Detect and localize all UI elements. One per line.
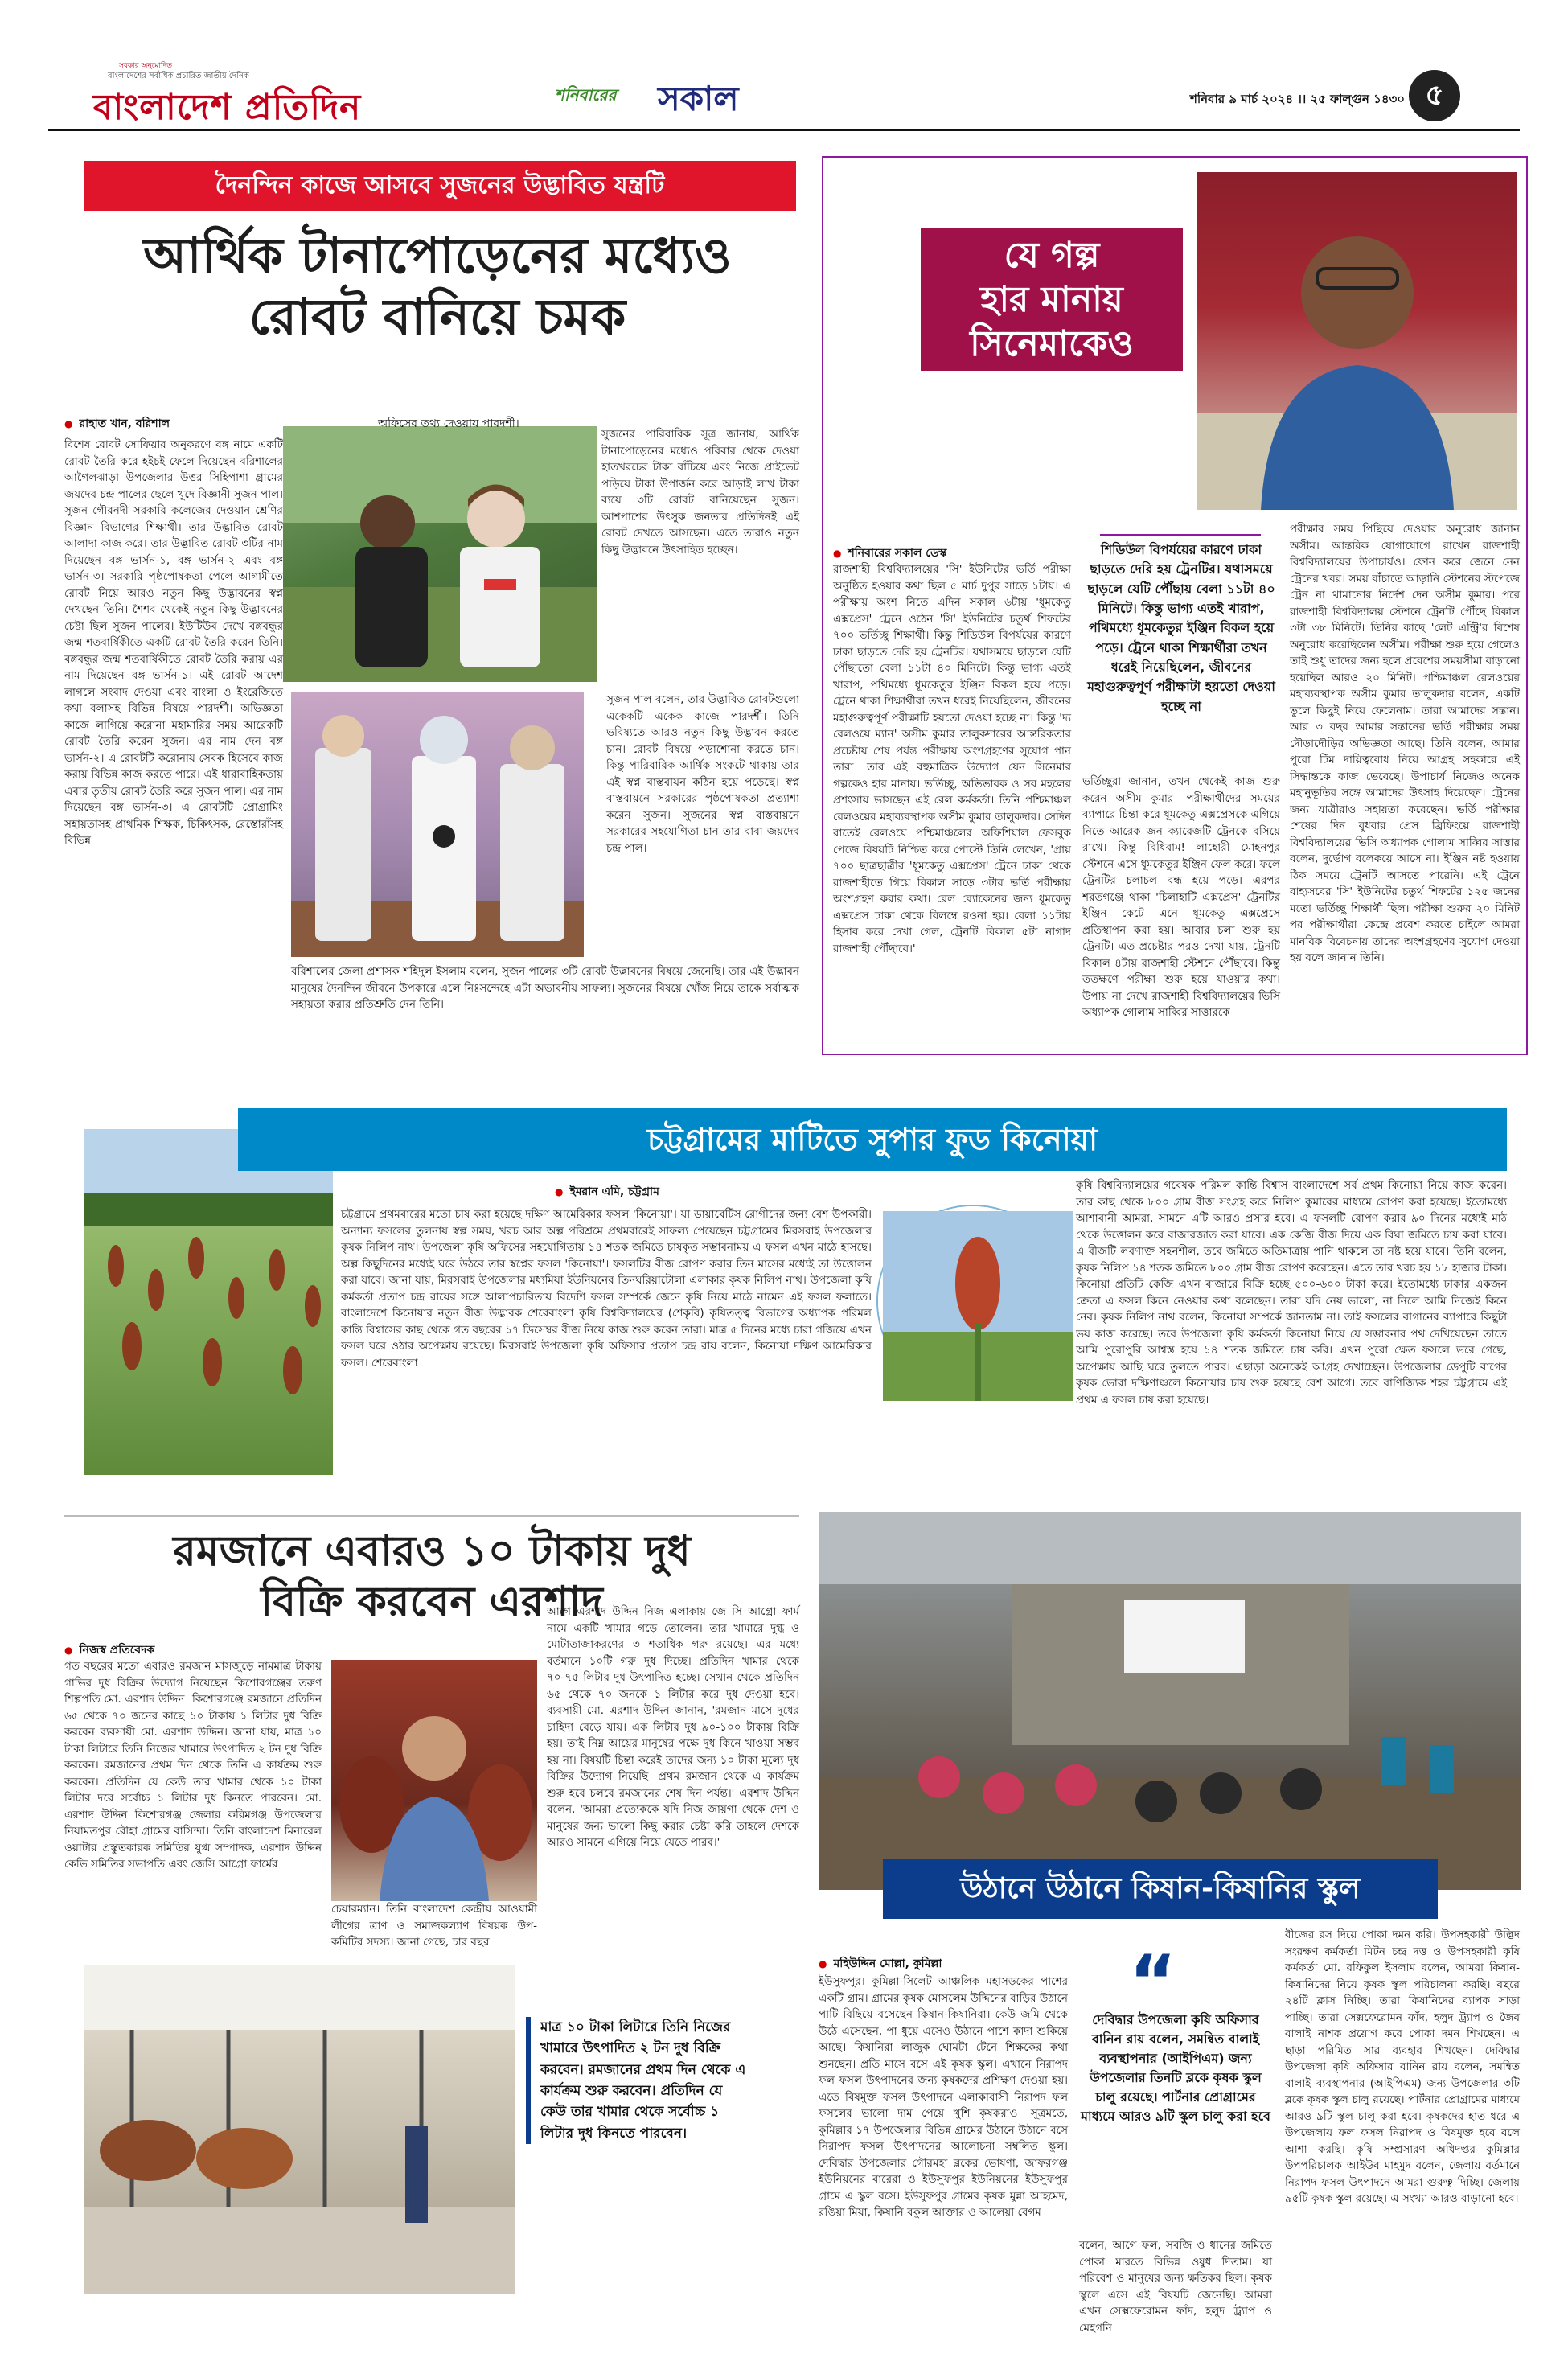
cinema-pullquote: শিডিউল বিপর্যয়ের কারণে ঢাকা ছাড়তে দেরি হয় ট্রেনটির। যথাসময়ে ছাড়লে যেটি পৌঁছায় বেলা ১১টা ৪০ মিনিটে। কিন্তু ভাগ্য এতই খারাপ, পথিমধ্যে ধূমকেতুর ইঞ্জিন বিকল হয়ে পড়ে। ট্রেনে থাকা শিক্ষার্থীরা তখন ধরেই নিয়েছিলেন, জীবনের মহাগুরুত্বপূর্ণ পরীক্ষাটা হয়তো দেওয়া হচ্ছে না — [1087, 542, 1275, 714]
issue-date: শনিবার ৯ মার্চ ২০২৪ ।। ২৫ ফাল্গুন ১৪৩০ — [1190, 92, 1406, 106]
milk-body-right: আগে এরশাদ উদ্দিন নিজ এলাকায় জে সি আগ্রো ফার্ম নামে একটি খামার গড়ে তোলেন। তার খামারে দুগ্ধ ও মোটাতাজাকরণের ৩ শতাধিক গরু রয়েছে। এর মধ্যে বর্তমানে ১০টি গরু দুধ দিচ্ছে। প্রতিদিন খামার থেকে ৭০-৭৫ লিটার দুধ উৎপাদিত হচ্ছে। সেখান থেকে প্রতিদিন ৬৫ থেকে ৭০ জনকে ১ লিটার করে দুধ দেওয়া হবে। ব্যবসায়ী মো. এরশাদ উদ্দিন জানান, 'রমজান মাসে দুধের চাহিদা বেড়ে যায়। এক লিটার দুধ ৯০-১০০ টাকায় বিক্রি হয়। তাই নিম্ন আয়ের মানুষের পক্ষে দুধ কিনে খাওয়া সম্ভব হয় না। বিষয়টি চিন্তা করেই তাদের জন্য ১০ টাকা মূল্যে দুধ বিক্রির উদ্যোগ নিয়েছি। প্রথম রমজান থেকে এ কার্যক্রম শুরু হবে চলবে রমজানের শেষ দিন পর্যন্ত।' এরশাদ উদ্দিন বলেন, 'আমরা প্রত্যেককে যদি নিজ জায়গা থেকে দেশ ও মানুষের জন্য ভালো কিছু করার চেষ্টা করি তাহলে দেশকে আরও সামনে এগিয়ে নিয়ে যেতে পারব।' — [547, 1605, 799, 1850]
cattle-farm-photo — [84, 1965, 515, 2294]
milk-headline-line1: রমজানে এবারও ১০ টাকায় দুধ — [173, 1527, 691, 1575]
milk-body-mid: চেয়ারম্যান। তিনি বাংলাদেশ কেন্দ্রীয় আওয়ামী লীগের ত্রাণ ও সমাজকল্যাণ বিষয়ক উপ-কমিটির সদস্য। জানা গেছে, চার বছর — [331, 1903, 537, 1949]
supplement-logo-prefix: শনিবারের — [555, 85, 617, 105]
school-headline: উঠানে উঠানে কিষান-কিষানির স্কুল — [883, 1859, 1438, 1919]
milk-body-left: গত বছরের মতো এবারও রমজান মাসজুড়ে নামমাত্র টাকায় গাভির দুধ বিক্রির উদ্যোগ নিয়েছেন কিশোরগঞ্জের তরুণ শিল্পপতি মো. এরশাদ উদ্দিন। কিশোরগঞ্জে রমজানে প্রতিদিন ৬৫ থেকে ৭০ জনের কাছে ১০ টাকায় ১ লিটার দুধ বিক্রি করবেন ব্যবসায়ী মো. এরশাদ উদ্দিন। জানা যায়, মাত্র ১০ টাকা লিটারে তিনি নিজের খামারে উৎপাদিত ২ টন দুধ বিক্রি করবেন। রমজানের প্রথম দিন থেকে তিনি এ কার্যক্রম শুরু করবেন। প্রতিদিন যে কেউ তার খামার থেকে ১০ টাকা লিটার দরে সর্বোচ্চ ১ লিটার দুধ কিনতে পারবেন। মো. এরশাদ উদ্দিন কিশোরগঞ্জ জেলার করিমগঞ্জ উপজেলার নিয়ামতপুর রৌহা গ্রামের বাসিন্দা। তিনি বাংলাদেশ মিনারেল ওয়াটার প্রস্তুতকারক সমিতির যুগ্ম সম্পাদক, এরশাদ উদ্দিন কেভি সমিতির সভাপতি এবং জেসি আগ্রো ফার্মের — [64, 1660, 322, 1871]
supplement-logo-text: সকাল — [658, 79, 739, 118]
cinema-body-col2: ভর্তিচ্ছুরা জানান, তখন থেকেই কাজ শুরু করেন অসীম কুমার। পরীক্ষার্থীদের সময়ের ব্যাপারে চিন্তা করে ধূমকেতু এক্সপ্রেসকে এগিয়ে নিতে আরেক জন ক্যারেজটি ট্রেনকে বসিয়ে রাখে। কিন্তু বিধিবাম! লাহোরী মোহনপুর স্টেশনে এসে ধূমকেতুর ইঞ্জিন ফেল করে। ফলে ট্রেনটির চলাচল বন্ধ হয়ে পড়ে। এরপর শরতগঞ্জে থাকা 'চিলাহাটি এক্সপ্রেস' ট্রেনটির ইঞ্জিন কেটে এনে ধূমকেতু এক্সপ্রেসে প্রতিস্থাপন করা হয়। আবার চলা শুরু হয় ট্রেনটি। এত প্রচেষ্টার পরও দেখা যায়, ট্রেনটি বিকাল ৪টায় রাজশাহী স্টেশনে পৌঁছাবে। কিন্তু ততক্ষণে পরীক্ষা শুরু হয়ে যাওয়ার কথা। উপায় না দেখে রাজশাহী বিশ্ববিদ্যালয়ের ভিসি অধ্যাপক গোলাম সাব্বির সাত্তারকে — [1082, 775, 1280, 1020]
cinema-headline — [921, 228, 1183, 371]
robot-byline: ● রাহাত খান, বরিশাল — [64, 414, 170, 433]
school-body-mid: বলেন, আগে ফল, সবজি ও ধানের জমিতে পোকা মারতে বিভিন্ন ওষুধ দিতাম। যা পরিবেশ ও মানুষের জন্য ক্ষতিকর ছিল। কৃষক স্কুলে এসে এই বিষয়টি জেনেছি। আমরা এখন সেক্সফেরোমন ফাঁদ, হলুদ ট্র্যাপ ও মেহগনি — [1079, 2239, 1272, 2335]
quinoa-body-right: কৃষি বিশ্ববিদ্যালয়ের গবেষক পরিমল কান্তি বিশ্বাস বাংলাদেশে সর্ব প্রথম কিনোয়া নিয়ে কাজ করেন। তার কাছ থেকে ৮০০ গ্রাম বীজ সংগ্রহ করে নিলিপ কুমারের মাধ্যমে রোপণ করা হয়েছে। ইতোমধ্যে আশাবানী আমরা, সামনে এটি আরও প্রসার হবে। এ ফসলটি রোপণ করার ৯০ দিনের মধ্যেই মাঠ থেকে উত্তোলন করে বাজারজাত করা যাবে। এক কেজি বীজ দিয়ে এক বিঘা জমিতে চাষ করা যাবে। এ বীজটি লবণাক্ত সহনশীল, তবে জমিতে অতিমাত্রায় পানি থাকলে তা নষ্ট হয়ে যাবে। তিনি বলেন, কৃষক নিলিপ ১৪ শতক জমিতে ৮০০ গ্রাম বীজ রোপণ করেছেন। এতে তার খরচ হয় ১৮ হাজার টাকা। কিনোয়া প্রতিটি কেজি এখন বাজারে বিক্রি হচ্ছে ৫০০-৬০০ টাকা করে। ইতোমধ্যে ঢাকার একজন ক্রেতা এ ফসল কিনে নেওয়ার কথা বলেছেন। তারা যদি নেয় ভালো, না নিলে আমি নিজেই কিনে নেব। কৃষক নিলিপ নাথ বলেন, কিনোয়া সম্পর্কে জানতাম না। তাই ফসলের বাগানের ব্যাপারে কিছুটা ভয় কাজ করেছে। তবে উপজেলা কৃষি কর্মকর্তা কিনোয়া নিয়ে যে সম্ভাবনার পথ দেখিয়েছেন তাতে আমি পুরোপুরি আশ্বস্ত হয়ে ১৪ শতক জমিতে চাষ করি। এখন পুরো ক্ষেত ফসলে ভরে গেছে, অপেক্ষায় আছি ঘরে তুলতে পারব। এছাড়া অনেকেই আগ্রহ দেখাচ্ছেন। উপজেলার ডেপুটি বাগের কৃষক ভোরা দক্ষিণাঞ্চলে কিনোয়ার চাষ শুরু হয়েছে বেশ আগে। তবে বাণিজ্যিক শহর চট্টগ্রামে এই প্রথম এ ফসল চাষ করা হয়েছে। — [1076, 1179, 1507, 1407]
cinema-byline: ● শনিবারের সকাল ডেস্ক — [833, 544, 946, 563]
quinoa-plant-photo — [878, 1206, 1068, 1396]
robot-photo-boy — [283, 426, 597, 682]
logo-tagline: বাংলাদেশের সর্বাধিক প্রচারিত জাতীয় দৈনিক — [108, 72, 249, 80]
robot-body-bottom: বরিশালের জেলা প্রশাসক শহিদুল ইসলাম বলেন, সুজন পালের ৩টি রোবট উদ্ভাবনের বিষয়ে জেনেছি। তার এই উদ্ভাবন মানুষের দৈনন্দিন জীবনে উপকারে এলে নিঃসন্দেহে এটা অভাবনীয় সাফল্য। সুজনের বিষয়ে খোঁজ নিয়ে তাকে সর্বাত্মক সহায়তা করার প্রতিশ্রুতি দেন তিনি। — [291, 965, 799, 1012]
logo-tagline-top: সরকার অনুমোদিত — [119, 62, 173, 70]
cinema-headline-line3: সিনেমাকেও — [970, 323, 1134, 364]
cinema-body-col3: পরীক্ষার সময় পিছিয়ে দেওয়ার অনুরোধ জানান অসীম। আন্তরিক যোগাযোগে রাখেন রাজশাহী বিশ্ববিদ্যালয়ের উপাচার্যও। ফোন করে জেনে নেন ট্রেনের খবর। সময় বাঁচাতে আড়ানি স্টেশনের স্টপেজে ট্রেন না থামানোর নির্দেশ দেন অসীম কুমার। পরে রাজশাহী বিশ্ববিদ্যালয় স্টেশনে ট্রেনটি পৌঁছে বিকাল ৩টা ৩৮ মিনিটে। তিনির কাছে 'লেট এন্ট্রি'র বিশেষ অনুরোধ করেছিলেন অসীম। পরীক্ষা শুরু হয়ে গেলেও তাই শুধু তাদের জন্য হলে প্রবেশের সময়সীমা বাড়ানো হয়েছিল আরও ২০ মিনিট। পশ্চিমাঞ্চল রেলওয়ের মহাব্যবস্থাপক অসীম কুমার তালুকদার বলেন, একটি ভুলে কিছুই নিয়ে ফেলেনাম। তারা আমাদের সন্তান। আর ৩ বছর আমার সন্তানের ভর্তি পরীক্ষার সময় দৌড়াদৌড়ির অভিজ্ঞতা আছে। তিনি বলেন, আমার পুরো টিম দায়িত্ববোধ নিয়ে আগ্রহ সহকারে এই সিদ্ধান্তকে কাজ ভেবেছে। উপাচার্য নিজেও অনেক মহানুভূতির সঙ্গে আমাদের উৎসাহ দিয়েছেন। ট্রেনের জন্য যাত্রীরাও সহায়তা করেছেন। ভর্তি পরীক্ষার শেষের দিন বুধবার প্রেস ব্রিফিংয়ে রাজশাহী বিশ্ববিদ্যালয়ের ভিসি অধ্যাপক গোলাম সাব্বির সাত্তার বলেন, দুর্ভোগ বলেকয়ে আসে না। ইঞ্জিন নষ্ট হওয়ায় ঠিক সময়ে ট্রেনটি আসতে পারেনি। এই ট্রেনে বাহ্যসবের 'সি' ইউনিটের চতুর্থ শিফটের ১২৫ জনের মতো ভর্তিচ্ছু শিক্ষার্থী ছিল। পরীক্ষা শুরুর ২০ মিনিট পর পরীক্ষার্থীরা কেন্দ্রে প্রবেশ করতে চাইলে আমরা মানবিক বিবেচনায় তাদের অংশগ্রহণের সুযোগ দেওয়া হয় বলে জানান তিনি। — [1290, 523, 1520, 965]
school-body-right: বীজের রস দিয়ে পোকা দমন করি। উপসহকারী উদ্ভিদ সংরক্ষণ কর্মকর্তা মিটন চন্দ্র দত্ত ও উপসহকারী কৃষি কর্মকর্তা মো. রফিকুল ইসলাম বলেন, আমরা কিষান-কিষানিদের নিয়ে কৃষক স্কুল পরিচালনা করছি। বছরে ২৪টি ক্লাস নিচ্ছি। তারা কিষানিদের ব্যাপক সাড়া পাচ্ছি। তারা সেক্সফেরোমন ফাঁদ, হলুদ ট্র্যাপ ও জৈব বালাই নাশক প্রয়োগ করে পোকা দমন শিখছেন। এ ছাড়া পরিমিত সার ব্যবহার শিখছেন। দেবিদ্বার উপজেলা কৃষি অফিসার বানিন রায় বলেন, সমন্বিত বালাই ব্যবস্থাপনার (আইপিএম) জন্য উপজেলার ৩টি ব্লকে কৃষক স্কুল চালু রয়েছে। পার্টনার প্রোগ্রামের মাধ্যমে আরও ৯টি স্কুল চালু করা হবে। কৃষকদের হাত ধরে এ উপজেলায় ফল ফসল নিরাপদ ও বিষমুক্ত হবে বলে আশা করছি। কৃষি সম্প্রসারণ অধিদপ্তর কুমিল্লার উপপরিচালক আইউব মাহমুদ বলেন, জেলায় বর্তমানে নিরাপদ ফসল উৎপাদনে আমরা গুরুত্ব দিচ্ছি। জেলায় ৯৫টি কৃষক স্কুল রয়েছে। এ সংখ্যা আরও বাড়ানো হবে। — [1285, 1928, 1520, 2206]
man-portrait-illustration — [1197, 172, 1517, 510]
newspaper-logo: বাংলাদেশ প্রতিদিন — [93, 87, 362, 128]
robot-body-left: বিশেষ রোবট সোফিয়ার অনুকরণে বঙ্গ নামে একটি রোবট তৈরি করে হইচই ফেলে দিয়েছেন বরিশালের আগৈলঝাড়া উপজেলার উত্তর সিহিপাশা গ্রামের জয়দেব চন্দ্র পালের ছেলে খুদে বিজ্ঞানী সুজন পাল। সুজন গৌরনদী সরকারি কলেজের দেওয়ান শ্রেণির বিজ্ঞান বিভাগের শিক্ষার্থী। তার উদ্ভাবিত রোবট আলাদা কাজ করে। তার উদ্ভাবিত রোবট ৩টির নাম দিয়েছেন বঙ্গ ভার্সন-১, বঙ্গ ভার্সন-২ এবং বঙ্গ ভার্সন-৩। সরকারি পৃষ্ঠপোষকতা পেলে আগামীতে রোবট নিয়ে আরও নতুন কিছু উদ্ভাবনের স্বপ্ন দেখছেন তিনি। শৈশব থেকেই নতুন কিছু উদ্ভাবনের চেষ্টা ছিল সুজন পালের। ইউটিউব দেখে বঙ্গবন্ধুর জন্ম শতবার্ষিকীতে একটি রোবট তৈরি করেন তিনি। বঙ্গবন্ধুর জন্ম শতবার্ষিকীতে রোবট তৈরি করায় এর নাম দিয়েছেন বঙ্গ ভার্সন-১। এই রোবট আদেশ লাগলে সংবাদ দেওয়া এবং বাংলা ও ইংরেজিতে কথা বলাসহ বিভিন্ন বিষয়ে পারদর্শী। অভিজ্ঞতা কাজে লাগিয়ে করোনা মহামারির সময় আরেকটি রোবট তৈরি করেন সুজন। এর নাম দেন বঙ্গ ভার্সন-২। এ রোবটটি করোনায় সেবক হিসেবে কাজ করায় বিভিন্ন কাজ করতে পারে। এই ধারাবাহিকতায় এবার তৃতীয় রোবট তৈরি করে সুজন পাল। এর নাম দিয়েছেন বঙ্গ ভার্সন-৩। এ রোবটটি প্রোগ্রামিং সহায়তাসহ প্রাথমিক শিক্ষক, চিকিৎসক, রেস্তোরাঁসহ বিভিন্ন — [64, 438, 283, 848]
milk-portrait-photo — [331, 1660, 537, 1901]
school-byline: ● মহিউদ্দিন মোল্লা, কুমিল্লা — [819, 1954, 942, 1974]
quinoa-headline: চট্টগ্রামের মাটিতে সুপার ফুড কিনোয়া — [238, 1108, 1507, 1171]
cinema-headline-line1: যে গল্প — [1004, 235, 1100, 276]
boy-robot-illustration — [283, 426, 597, 682]
quote-rule — [1100, 534, 1261, 536]
milk-pullquote: মাত্র ১০ টাকা লিটারে তিনি নিজের খামারে উৎপাদিত ২ টন দুধ বিক্রি করবেন। রমজানের প্রথম দিন থেকে এ কার্যক্রম শুরু করবেন। প্রতিদিন যে কেউ তার খামার থেকে সর্বোচ্চ ১ লিটার দুধ কিনতে পারবেন। — [526, 2017, 746, 2144]
cinema-portrait — [1197, 172, 1517, 510]
cattle-farm-illustration — [84, 1965, 515, 2294]
robots-lineup-illustration — [291, 692, 584, 957]
milk-headline-line2: বিক্রি করবেন এরশাদ — [261, 1578, 603, 1627]
quote-mark-icon: “ — [1129, 1940, 1177, 2024]
robot-kicker: দৈনন্দিন কাজে আসবে সুজনের উদ্ভাবিত যন্ত্রটি — [84, 161, 796, 211]
farmer-school-illustration — [819, 1512, 1521, 1890]
robot-headline-line1: আর্থিক টানাপোড়েনের মধ্যেও — [143, 226, 732, 285]
school-pullquote: দেবিদ্বার উপজেলা কৃষি অফিসার বানিন রায় বলেন, সমন্বিত বালাই ব্যবস্থাপনার (আইপিএম) জন্য উপজেলার তিনটি ব্লকে কৃষক স্কুল চালু রয়েছে। পার্টনার প্রোগ্রামের মাধ্যমে আরও ৯টি স্কুল চালু করা হবে — [1081, 2012, 1270, 2124]
quinoa-field-illustration — [84, 1129, 333, 1475]
milk-byline: ● নিজস্ব প্রতিবেদক — [64, 1641, 154, 1660]
quinoa-body-left: চট্টগ্রামে প্রথমবারের মতো চাষ করা হয়েছে দক্ষিণ আমেরিকার ফসল 'কিনোয়া'। যা ডায়াবেটিস রোগীদের জন্য বেশ উপকারী। অন্যান্য ফসলের তুলনায় স্বল্প সময়, খরচ আর অল্প পরিশ্রমে প্রথমবারেই সাফল্য পেয়েছেন চট্টগ্রামের মিরসরাই উপজেলার কৃষক নিলিপ নাথ। উপজেলা কৃষি অফিসের সহযোগিতায় ১৪ শতক জমিতে চাষকৃত সম্ভাবনাময় এ ফসল এখন মাঠে হাসছে। অল্প কিছুদিনের মধ্যেই ঘরে উঠবে তার স্বপ্নের ফসল 'কিনোয়া'। ফসলটির বীজ রোপণ করার তিন মাসের মধ্যেই তা উত্তোলন করা যাবে। জানা যায়, মিরসরাই উপজেলার মধ্যমিয়া ইউনিয়নের তিনঘরিয়াটোলা এলাকার কৃষক নিলিপ নাথ। উপজেলা কৃষি কর্মকর্তা প্রতাপ চন্দ্র রায়ের সঙ্গে আলাপচারিতায় বিদেশি ফসল সম্পর্কে জেনে কৃষি নিয়ে মাঠে নামেন এই ফসল ফলাতে। বাংলাদেশে কিনোয়ার নতুন বীজ উদ্ভাবক শেরেবাংলা কৃষি বিশ্ববিদ্যালয়ের (শেকৃবি) কৃষিতত্ত্ব বিভাগের অধ্যাপক পরিমল কান্তি বিশ্বাসের কাছ থেকে গত বছরের ১৭ ডিসেম্বর বীজ নিয়ে কাজ শুরু করেন তারা। মাত্র ৫ দিনের মধ্যে চারা গজিয়ে এখন ফসল ঘরে ওঠার অপেক্ষায় রয়েছে। মিরসরাই উপজেলা কৃষি অফিসার প্রতাপ চন্দ্র রায় বলেন, কিনোয়া দক্ষিণ আমেরিকার ফসল। শেরেবাংলা — [341, 1208, 872, 1370]
robot-headline — [68, 225, 807, 347]
page-number: ৫ — [1409, 70, 1460, 121]
robot-photo-caption: অফিসের তথ্য দেওয়ায় পারদর্শী। — [378, 417, 519, 430]
robot-headline-line2: রোবট বানিয়ে চমক — [248, 286, 626, 346]
quinoa-field-photo — [84, 1129, 333, 1475]
milk-top-rule — [64, 1515, 799, 1517]
farmer-portrait-illustration — [331, 1660, 537, 1901]
robot-body-right-top: সুজনের পারিবারিক সূত্র জানায়, আর্থিক টানাপোড়েনের মধ্যেও পরিবার থেকে দেওয়া হাতখরচের টাকা বাঁচিয়ে এবং নিজে প্রাইভেট পড়িয়ে টাকা উপার্জন করে আড়াই লাখ টাকা ব্যয়ে ৩টি রোবট বানিয়েছেন সুজন। আশপাশের উৎসুক জনতার প্রতিদিনই এই রোবট দেখতে আসছেন। এতে তারাও নতুন কিছু উদ্ভাবনে উৎসাহিত হচ্ছেন। — [601, 428, 799, 557]
quinoa-byline: ● ইমরান এমি, চট্টগ্রাম — [555, 1182, 659, 1201]
cinema-body-col1: রাজশাহী বিশ্ববিদ্যালয়ের 'সি' ইউনিটের ভর্তি পরীক্ষা অনুষ্ঠিত হওয়ার কথা ছিল ৫ মার্চ দুপুর সাড়ে ১টায়। এ পরীক্ষায় অংশ নিতে এদিন সকাল ৬টায় 'ধূমকেতু এক্সপ্রেস' ট্রেনে ওঠেন 'সি' ইউনিটের চতুর্থ শিফটের ৭০০ ভর্তিচ্ছু শিক্ষার্থী। কিন্তু শিডিউল বিপর্যয়ের কারণে ঢাকা ছাড়তে দেরি হয় ট্রেনটির। যথাসময়ে ছাড়লে যেটি পৌঁছাতো বেলা ১১টা ৪০ মিনিটে। কিন্তু ভাগ্য এতই খারাপ, পথিমধ্যে ধূমকেতুর ইঞ্জিন বিকল হয়ে পড়ে। ট্রেনে থাকা শিক্ষার্থীরা তখন ধরেই নিয়েছিলেন, জীবনের মহাগুরুত্বপূর্ণ পরীক্ষাটি হয়তো দেওয়া হচ্ছে না। কিন্তু 'দ্য রেলওয়ে ম্যান' অসীম কুমার তালুকদারের আন্তরিকতার প্রচেষ্টায় শেষ পর্যন্ত পরীক্ষায় অংশগ্রহণের সুযোগ পান তারা। তার এই বহুমাত্রিক উদ্যোগ যেন সিনেমার গল্পকেও হার মানায়। ভর্তিচ্ছু, অভিভাবক ও সব মহলের প্রশংসায় ভাসছেন এই রেল কর্মকর্তা। তিনি পশ্চিমাঞ্চল রেলওয়ের মহাব্যবস্থাপক অসীম কুমার তালুকদার। সেদিন রাতেই রেলওয়ে পশ্চিমাঞ্চলের অফিশিয়াল ফেসবুক পেজে বিষয়টি নিশ্চিত করে পোস্টে তিনি লেখেন, 'প্রায় ৭০০ ছাত্রছাত্রীর 'ধূমকেতু এক্সপ্রেস' ট্রেনে ঢাকা থেকে রাজশাহীতে গিয়ে বিকাল সাড়ে ৩টার ভর্তি পরীক্ষায় অংশগ্রহণ করার কথা। রেল ব্যোকেনের জন্য ধূমকেতু এক্সপ্রেস ঢাকা থেকে বিলম্বে রওনা হয়। বেলা ১১টায় হিসাব করে দেখা গেল, ট্রেনটি বিকাল ৫টা নাগাদ রাজশাহী পৌঁছাবে।' — [833, 563, 1071, 955]
robot-body-right-mid: সুজন পাল বলেন, তার উদ্ভাবিত রোবটগুলো একেকটি একেক কাজে পারদর্শী। তিনি ভবিষ্যতে আরও নতুন কিছু উদ্ভাবন করতে চান। রোবট বিষয়ে পড়াশোনা করতে চান। কিন্তু পারিবারিক আর্থিক সংকটে থাকায় তার এই স্বপ্ন বাস্তবায়ন কঠিন হয়ে পড়েছে। স্বপ্ন বাস্তবায়নে সরকারের পৃষ্ঠপোষকতা প্রত্যাশা করেন সুজন। সুজনের স্বপ্ন বাস্তবায়নে সরকারের সহযোগিতা চান তার বাবা জয়দেব চন্দ্র পাল। — [606, 693, 799, 855]
header-divider — [48, 129, 1520, 131]
farmer-school-photo — [819, 1512, 1521, 1890]
school-body-left: ইউসুফপুর। কুমিল্লা-সিলেট আঞ্চলিক মহাসড়কের পাশের একটি গ্রাম। গ্রামের কৃষক মোসলেম উদ্দিনের বাড়ির উঠানে পাটি বিছিয়ে বসেছেন কিষান-কিষানিরা। কেউ জমি থেকে উঠে এসেছেন, পা ধুয়ে এসেও উঠানে পাশে কাদা শুকিয়ে আছে। কিষানিরা লাজুক ঘোমটা টেনে শিক্ষকের কথা শুনছেন। প্রতি মাসে বসে এই কৃষক স্কুল। এখানে নিরাপদ ফল ফসল উৎপাদনের জন্য কৃষকদের প্রশিক্ষণ দেওয়া হয়। এতে বিষমুক্ত ফসল উৎপাদনে এলাকাবাসী নিরাপদ ফল ফসলের ভালো দাম পেয়ে খুশি কৃষকরাও। সূত্রমতে, কুমিল্লার ১৭ উপজেলার বিভিন্ন গ্রামের উঠানে উঠানে বসে নিরাপদ ফসল উৎপাদনের আলোচনা সম্বলিত স্কুল। দেবিদ্বার উপজেলার গৌরমহা ব্লকের ভোষণা, জাফরগঞ্জ ইউনিয়নের বারেরা ও ইউসুফপুর ইউনিয়নের ইউসুফপুর গ্রামে এ স্কুল বসে। ইউসুফপুর গ্রামের কৃষক মুন্না আহমেদ, রঙিয়া মিয়া, কিষানি বকুল আক্তার ও আলেয়া বেগম — [819, 1975, 1068, 2220]
cinema-headline-line2: হার মানায় — [980, 279, 1123, 320]
quinoa-plant-illustration — [883, 1211, 1073, 1401]
supplement-logo — [658, 72, 739, 129]
robot-photo-lineup — [291, 692, 584, 957]
